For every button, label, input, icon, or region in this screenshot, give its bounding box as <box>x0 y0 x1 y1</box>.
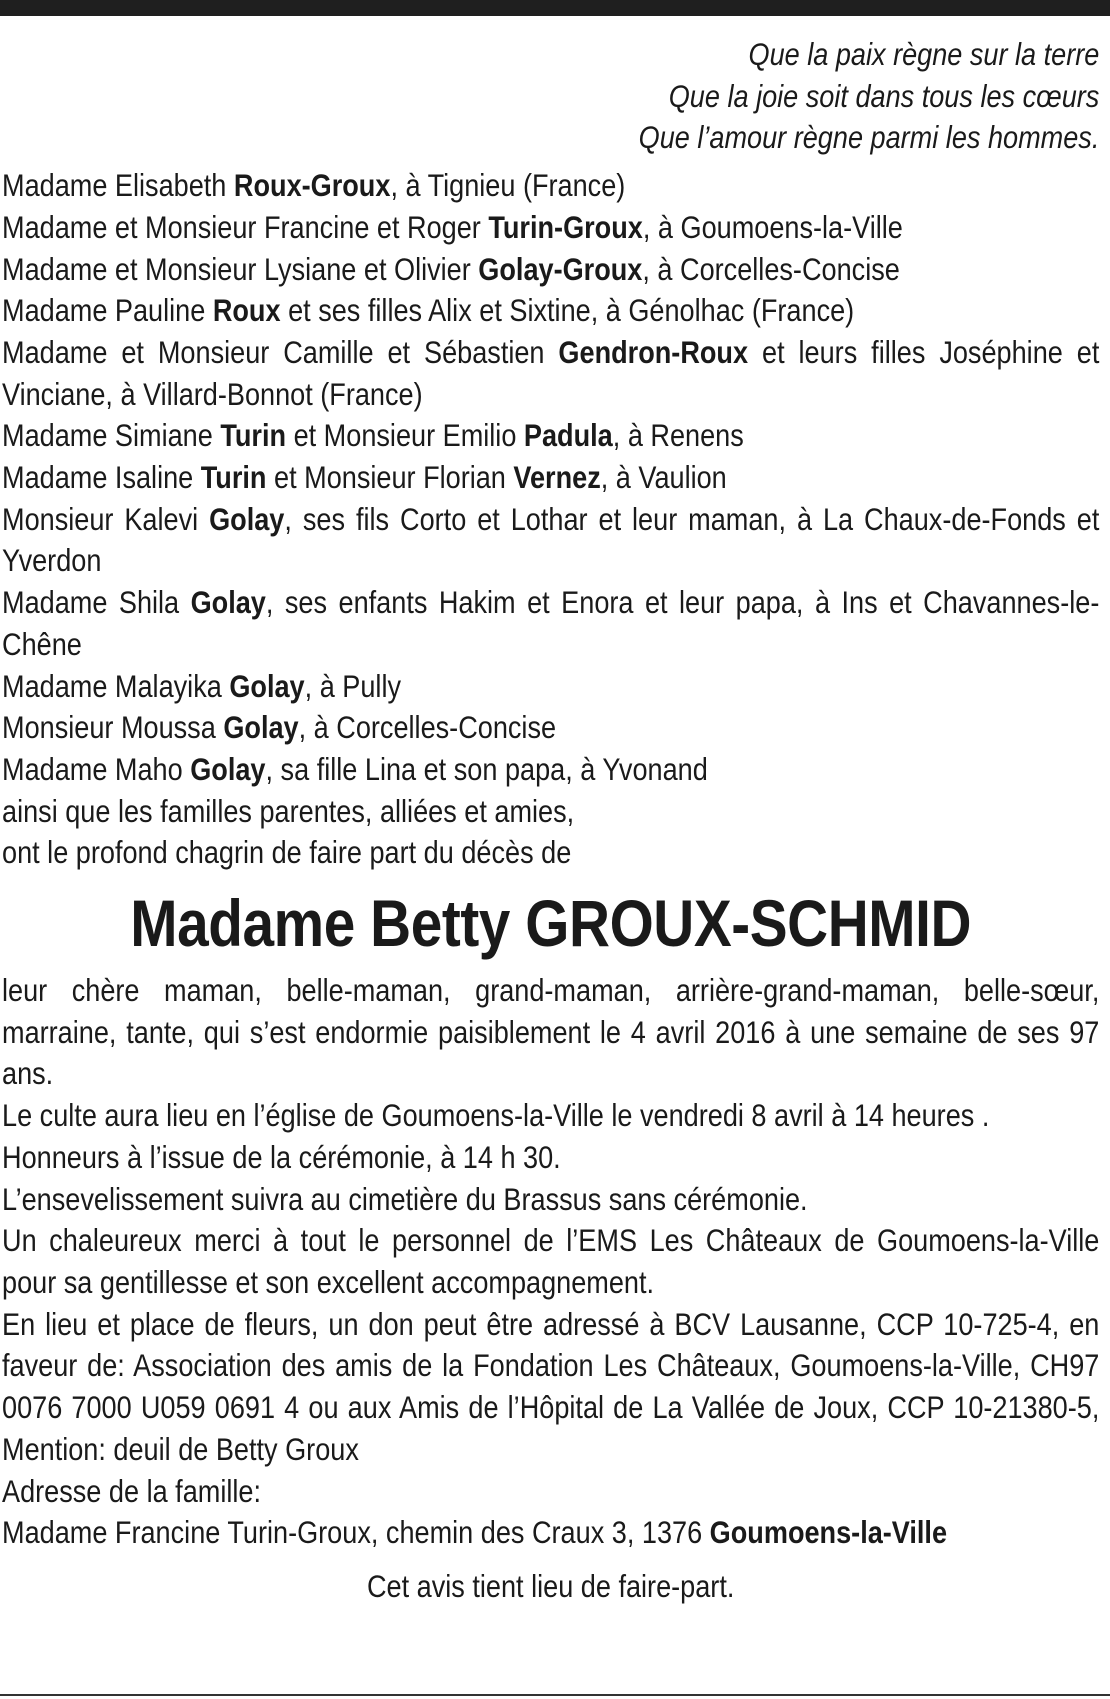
family-name: Golay <box>190 750 266 787</box>
family-name: Golay <box>209 500 285 537</box>
poem-line: Que la joie soit dans tous les cœurs <box>668 77 1100 114</box>
body-paragraph: L’ensevelissement suivra au cimetière du Brassus sans cérémonie. <box>2 1180 808 1217</box>
body-paragraph: leur chère maman, belle-maman, grand-maman, arrière-grand-maman, belle-sœur, marraine, tante, qui s’est endormie paisiblement le 4 avril 2016 à une semaine de ses 97 ans. <box>2 972 1100 1092</box>
family-name: Turin <box>220 417 287 454</box>
mourner-entry: Madame Shila Golay, ses enfants Hakim et Enora et leur papa, à Ins et Chavannes-le-Chêne <box>2 584 1100 662</box>
address-label: Adresse de la famille: <box>2 1472 261 1509</box>
family-name: Golay <box>190 584 266 621</box>
mourner-entry: Madame Maho Golay, sa fille Lina et son papa, à Yvonand <box>2 750 708 787</box>
mourner-entry: Madame Simiane Turin et Monsieur Emilio Padula, à Renens <box>2 417 744 454</box>
mourner-entry: Monsieur Kalevi Golay, ses fils Corto et Lothar et leur maman, à La Chaux-de-Fonds et Yverdon <box>2 500 1100 579</box>
family-name: Turin-Groux <box>488 208 643 245</box>
body-paragraph: Le culte aura lieu en l’église de Goumoens-la-Ville le vendredi 8 avril à 14 heures . <box>2 1097 990 1134</box>
family-name: Roux-Groux <box>233 167 391 204</box>
mourner-entry: Madame et Monsieur Camille et Sébastien Gendron-Roux et leurs filles Joséphine et Vinciane, à Villard-Bonnot (France) <box>2 333 1100 412</box>
mourner-entry: Madame et Monsieur Lysiane et Olivier Golay-Groux, à Corcelles-Concise <box>2 250 900 287</box>
family-name: Roux <box>212 292 281 329</box>
intro-line: ainsi que les familles parentes, alliées et amies, <box>2 792 575 829</box>
family-name: Golay <box>223 709 299 746</box>
family-address: Madame Francine Turin-Groux, chemin des Craux 3, 1376 Goumoens-la-Ville <box>2 1514 948 1551</box>
closing-note: Cet avis tient lieu de faire-part. <box>366 1567 735 1604</box>
mourner-entry: Madame Elisabeth Roux-Groux, à Tignieu (France) <box>2 167 626 204</box>
notice-body <box>2 970 1099 1470</box>
poem-line: Que la paix règne sur la terre <box>748 36 1100 72</box>
intro-line: ont le profond chagrin de faire part du décès de <box>2 834 572 871</box>
mourner-entry: Madame Pauline Roux et ses filles Alix et Sixtine, à Génolhac (France) <box>2 292 855 329</box>
mourner-entry: Monsieur Moussa Golay, à Corcelles-Concise <box>2 709 557 746</box>
poem <box>2 34 1099 159</box>
family-name: Gendron-Roux <box>558 333 749 370</box>
mourners-list <box>2 165 1099 791</box>
family-name: Golay-Groux <box>478 250 643 287</box>
body-paragraph: En lieu et place de fleurs, un don peut être adressé à BCV Lausanne, CCP 10-725-4, en faveur de: Association des amis de la Fondation Les Châteaux, Goumoens-la-Ville, CH97 0076 7000 U059 0691 4 ou aux Amis de l’Hôpital de La Vallée de Joux, CCP 10-21380-5, Mention: deuil de Betty Groux <box>2 1305 1100 1467</box>
family-name: Padula <box>523 417 613 454</box>
poem-line: Que l’amour règne parmi les hommes. <box>638 119 1100 156</box>
body-paragraph: Honneurs à l’issue de la cérémonie, à 14 h 30. <box>2 1138 561 1175</box>
body-paragraph: Un chaleureux merci à tout le personnel de l’EMS Les Châteaux de Goumoens-la-Ville pour sa gentillesse et son excellent accompagnement. <box>2 1222 1100 1300</box>
top-border-bar <box>0 0 1110 16</box>
mourner-entry: Madame Malayika Golay, à Pully <box>2 667 402 704</box>
address-town: Goumoens-la-Ville <box>709 1514 948 1551</box>
obituary-notice <box>2 34 1099 1608</box>
bottom-border-rule <box>0 1694 1110 1696</box>
family-name: Vernez <box>513 459 601 496</box>
family-name: Golay <box>229 667 305 704</box>
mourner-entry: Madame et Monsieur Francine et Roger Turin-Groux, à Goumoens-la-Ville <box>2 208 903 245</box>
deceased-name: Madame Betty GROUX-SCHMID <box>130 886 972 961</box>
family-name: Turin <box>200 459 267 496</box>
mourner-entry: Madame Isaline Turin et Monsieur Florian Vernez, à Vaulion <box>2 459 727 496</box>
